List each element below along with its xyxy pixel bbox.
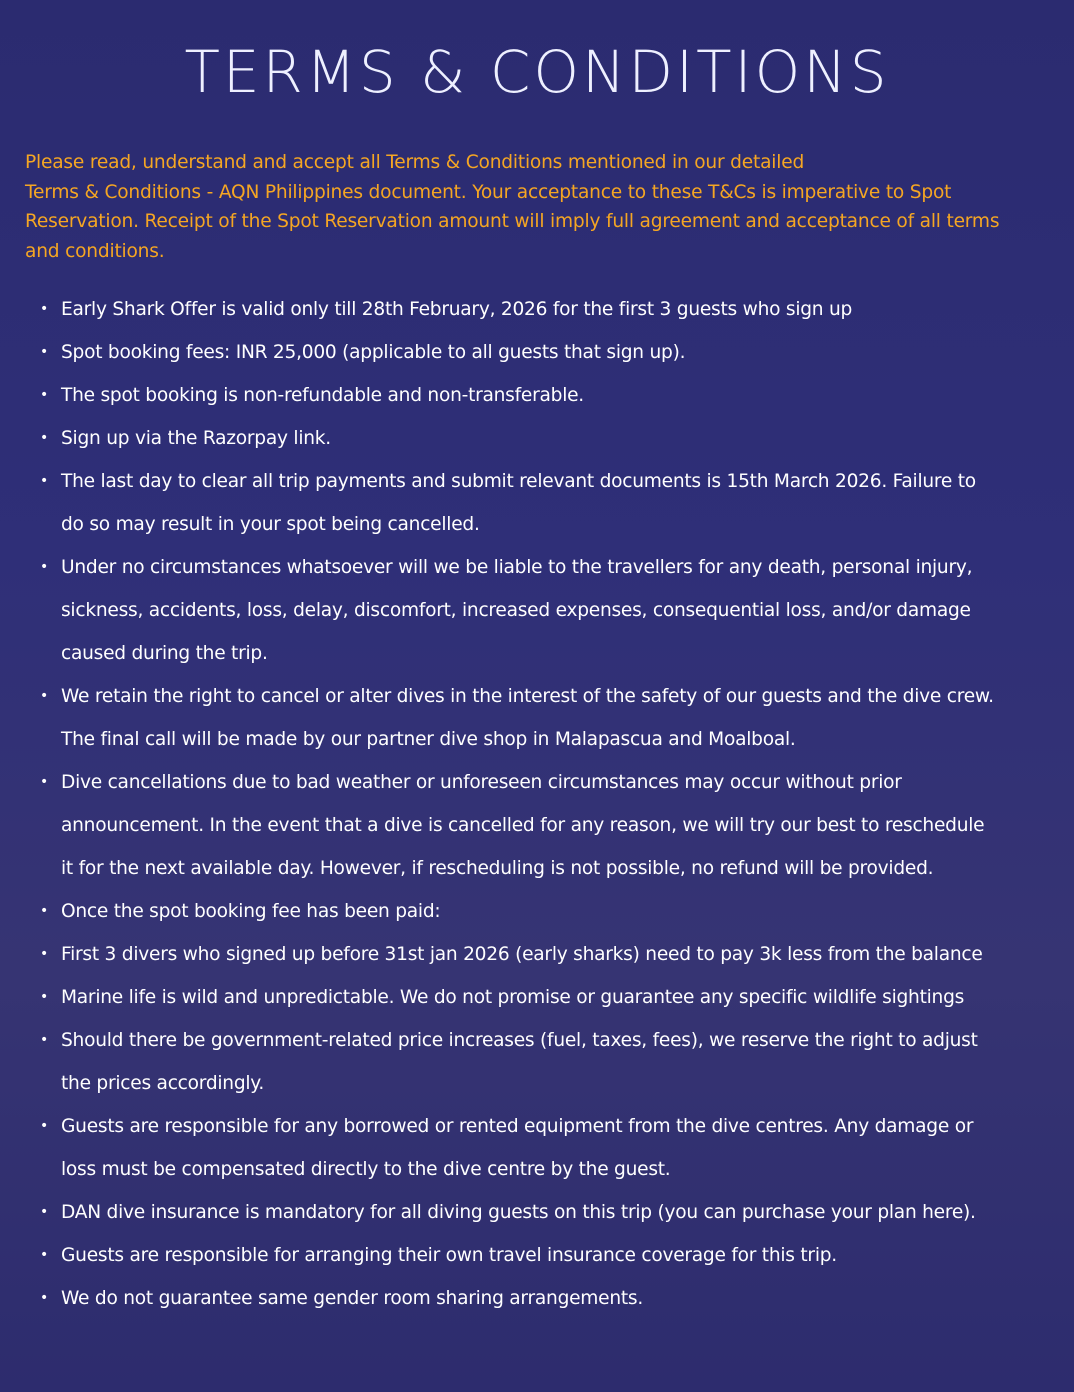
term-text: We retain the right to cancel or alter dives in the interest of the safety of our guests and the dive crew. — [61, 686, 994, 707]
bullet-icon: • — [40, 946, 49, 962]
term-item — [25, 331, 1065, 374]
intro-line: Please read, understand and accept all Terms & Conditions mentioned in our detailed — [25, 152, 805, 173]
term-text: caused during the trip. — [61, 643, 268, 664]
term-text: Spot booking fees: INR 25,000 (applicable to all guests that sign up). — [61, 342, 686, 363]
bullet-icon: • — [40, 1118, 49, 1134]
term-text: sickness, accidents, loss, delay, discomfort, increased expenses, consequential loss, and/or damage — [61, 600, 971, 621]
term-item — [25, 933, 1065, 976]
bullet-icon: • — [40, 1032, 49, 1048]
intro-paragraph — [25, 148, 1055, 266]
bullet-icon: • — [40, 430, 49, 446]
term-text: Dive cancellations due to bad weather or unforeseen circumstances may occur without prior — [61, 772, 902, 793]
term-item — [25, 1019, 1065, 1105]
term-text: it for the next available day. However, if rescheduling is not possible, no refund will be provided. — [61, 858, 934, 879]
term-text: Under no circumstances whatsoever will we be liable to the travellers for any death, personal injury, — [61, 557, 973, 578]
term-item — [25, 417, 1065, 460]
term-text: The final call will be made by our partner dive shop in Malapascua and Moalboal. — [61, 729, 796, 750]
term-text: the prices accordingly. — [61, 1073, 265, 1094]
term-text: do so may result in your spot being cancelled. — [61, 514, 480, 535]
term-text: Early Shark Offer is valid only till 28th February, 2026 for the first 3 guests who sign up — [61, 299, 853, 320]
intro-line: Reservation. Receipt of the Spot Reservation amount will imply full agreement and acceptance of all terms — [25, 211, 1000, 232]
intro-line: Terms & Conditions - AQN Philippines document. Your acceptance to these T&Cs is imperative to Spot — [25, 181, 952, 203]
term-item — [25, 1234, 1065, 1277]
term-item — [25, 976, 1065, 1019]
term-text: The last day to clear all trip payments and submit relevant documents is 15th March 2026. Failure to — [61, 471, 976, 492]
terms-list — [25, 288, 1065, 1320]
term-text: announcement. In the event that a dive is cancelled for any reason, we will try our best to reschedule — [61, 815, 985, 836]
term-text: Marine life is wild and unpredictable. We do not promise or guarantee any specific wildlife sightings — [61, 987, 965, 1008]
bullet-icon: • — [40, 301, 49, 317]
term-text: Should there be government-related price increases (fuel, taxes, fees), we reserve the right to adjust — [61, 1030, 978, 1051]
term-item — [25, 761, 1065, 890]
term-item — [25, 288, 1065, 331]
bullet-icon: • — [40, 387, 49, 403]
bullet-icon: • — [40, 903, 49, 919]
term-text: We do not guarantee same gender room sharing arrangements. — [61, 1288, 644, 1309]
term-item — [25, 1105, 1065, 1191]
bullet-icon: • — [40, 1247, 49, 1263]
term-item — [25, 1277, 1065, 1320]
term-item — [25, 546, 1065, 675]
bullet-icon: • — [40, 774, 49, 790]
intro-line: and conditions. — [25, 240, 165, 262]
bullet-icon: • — [40, 344, 49, 360]
bullet-icon: • — [40, 559, 49, 575]
term-text: loss must be compensated directly to the dive centre by the guest. — [61, 1159, 671, 1180]
page-title: TERMS & CONDITIONS — [184, 38, 890, 106]
term-text: Guests are responsible for any borrowed or rented equipment from the dive centres. Any damage or — [61, 1116, 974, 1137]
term-text: First 3 divers who signed up before 31st jan 2026 (early sharks) need to pay 3k less from the balance — [61, 944, 983, 965]
term-item — [25, 374, 1065, 417]
bullet-icon: • — [40, 688, 49, 704]
term-item — [25, 675, 1065, 761]
term-item — [25, 460, 1065, 546]
bullet-icon: • — [40, 473, 49, 489]
term-text: Sign up via the Razorpay link. — [61, 428, 331, 449]
term-text: The spot booking is non-refundable and non-transferable. — [61, 385, 584, 406]
term-item — [25, 1191, 1065, 1234]
bullet-icon: • — [40, 1204, 49, 1220]
term-text: Guests are responsible for arranging their own travel insurance coverage for this trip. — [61, 1245, 837, 1266]
bullet-icon: • — [40, 1290, 49, 1306]
bullet-icon: • — [40, 989, 49, 1005]
term-text: Once the spot booking fee has been paid: — [61, 901, 441, 922]
term-item — [25, 890, 1065, 933]
term-text: DAN dive insurance is mandatory for all diving guests on this trip (you can purchase your plan here). — [61, 1202, 976, 1223]
